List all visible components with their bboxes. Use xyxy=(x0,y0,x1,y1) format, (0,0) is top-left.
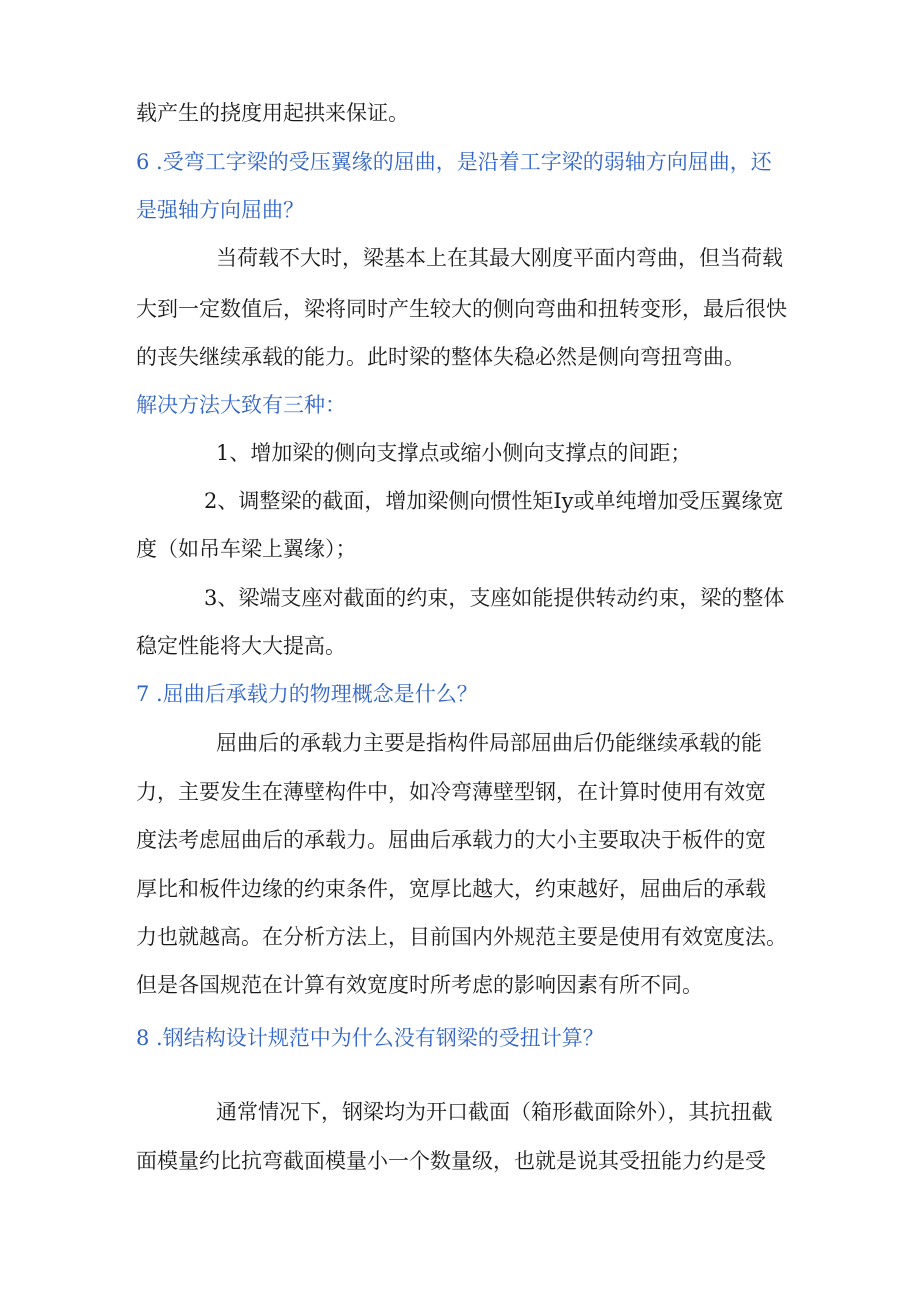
heading-line: 6 .受弯工字梁的受压翼缘的屈曲，是沿着工字梁的弱轴方向屈曲，还 xyxy=(136,150,772,174)
answer-6-line xyxy=(0,342,920,372)
method-3 xyxy=(0,583,920,613)
method-3-cont xyxy=(0,631,920,661)
text-line: 通常情况下，钢梁均为开口截面（箱形截面除外），其抗扭截 xyxy=(216,1100,773,1124)
answer-6-line xyxy=(0,294,920,324)
heading-line: 是强轴方向屈曲？ xyxy=(136,198,304,222)
answer-6-line xyxy=(0,243,920,273)
question-6-heading-cont xyxy=(0,195,920,225)
text-line: 稳定性能将大大提高。 xyxy=(136,634,346,658)
answer-7-line xyxy=(0,874,920,904)
method-2-cont xyxy=(0,534,920,564)
answer-8-line xyxy=(0,1097,920,1127)
heading-line: 解决方法大致有三种： xyxy=(136,393,346,417)
text-line: 大到一定数值后，梁将同时产生较大的侧向弯曲和扭转变形，最后很快 xyxy=(136,297,787,321)
heading-line: 7 .屈曲后承载力的物理概念是什么？ xyxy=(136,682,478,706)
text-line: 度法考虑屈曲后的承载力。屈曲后承载力的大小主要取决于板件的宽 xyxy=(136,828,766,852)
text-line: 度（如吊车梁上翼缘）； xyxy=(136,537,357,561)
solution-heading xyxy=(0,390,920,420)
text-line: 力也就越高。在分析方法上，目前国内外规范主要是使用有效宽度法。 xyxy=(136,925,787,949)
method-2 xyxy=(0,486,920,516)
answer-7-line xyxy=(0,777,920,807)
answer-7-line xyxy=(0,922,920,952)
paragraph-line xyxy=(0,98,920,128)
question-6-heading xyxy=(0,147,920,177)
text-line: 2、调整梁的截面，增加梁侧向惯性矩Iy或单纯增加受压翼缘宽 xyxy=(204,489,784,513)
text-line: 的丧失继续承载的能力。此时梁的整体失稳必然是侧向弯扭弯曲。 xyxy=(136,345,745,369)
text-line: 3、梁端支座对截面的约束，支座如能提供转动约束，梁的整体 xyxy=(204,586,785,610)
answer-7-line xyxy=(0,970,920,1000)
text-line: 当荷载不大时，梁基本上在其最大刚度平面内弯曲，但当荷载 xyxy=(216,246,783,270)
text-line: 面模量约比抗弯截面模量小一个数量级，也就是说其受扭能力约是受 xyxy=(136,1149,766,1173)
text-line: 力，主要发生在薄壁构件中，如冷弯薄壁型钢，在计算时使用有效宽 xyxy=(136,780,766,804)
heading-line: 8 .钢结构设计规范中为什么没有钢梁的受扭计算？ xyxy=(136,1026,604,1050)
text-line: 屈曲后的承载力主要是指构件局部屈曲后仍能继续承载的能 xyxy=(216,731,762,755)
text-line: 1、增加梁的侧向支撑点或缩小侧向支撑点的间距； xyxy=(216,441,692,465)
method-1 xyxy=(0,438,920,468)
question-7-heading xyxy=(0,679,920,709)
text-line: 但是各国规范在计算有效宽度时所考虑的影响因素有所不同。 xyxy=(136,973,703,997)
question-8-heading xyxy=(0,1023,920,1053)
answer-8-line xyxy=(0,1146,920,1176)
text-line: 载产生的挠度用起拱来保证。 xyxy=(136,101,409,125)
answer-7-line xyxy=(0,728,920,758)
text-line: 厚比和板件边缘的约束条件，宽厚比越大，约束越好，屈曲后的承载 xyxy=(136,877,766,901)
answer-7-line xyxy=(0,825,920,855)
